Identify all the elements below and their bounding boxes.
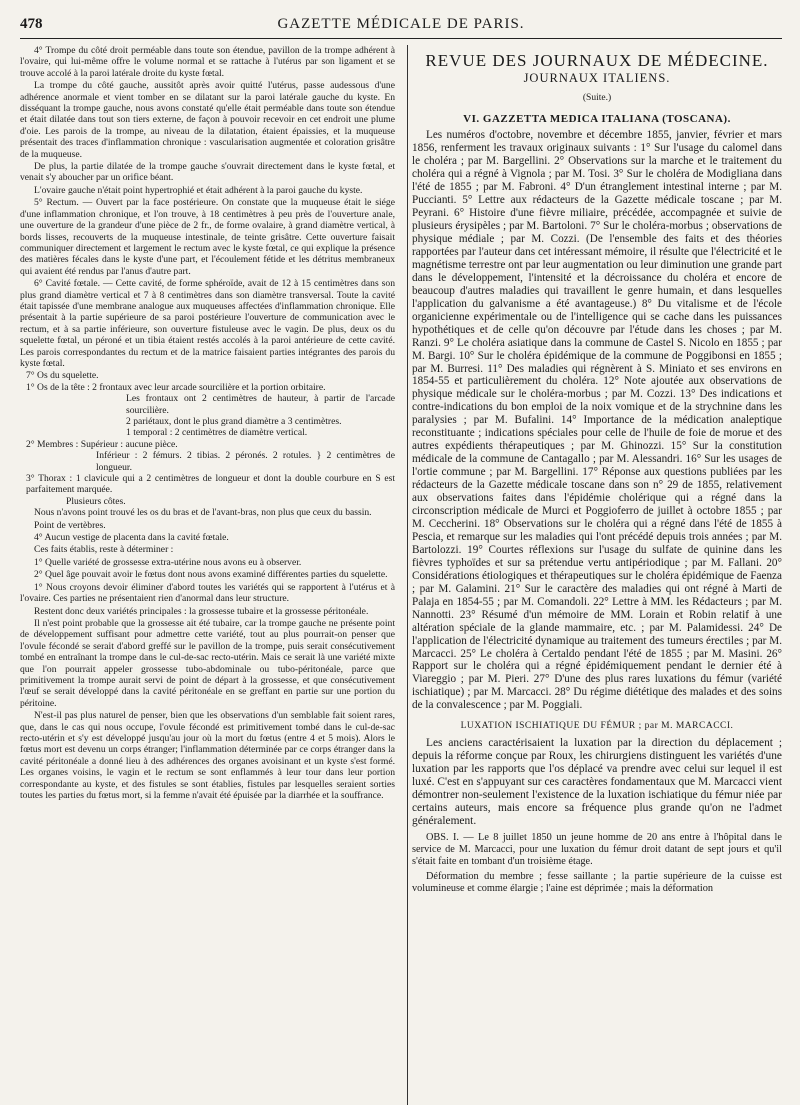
left-paragraph: 4° Trompe du côté droit perméable dans toute son étendue, pavillon de la trompe adhérent à l'ovaire, qui lui-même offre le volume normal et se rattache à l'utérus par son ligament et se trouve accolé à la paroi latérale droite du kyste fœtal. [20,45,395,79]
left-paragraph: 2° Quel âge pouvait avoir le fœtus dont nous avons examiné différentes parties du squelette. [34,569,388,581]
skeleton-line: Les frontaux ont 2 centimètres de hauteur, à partir de l'arcade sourcilière. [126,393,395,416]
article-heading: LUXATION ISCHIATIQUE DU FÉMUR ; par M. MARCACCI. [460,721,734,732]
column-divider [407,45,408,1105]
skeleton-line: Plusieurs côtes. [66,495,126,507]
left-paragraph: L'ovaire gauche n'était point hypertrophié et était adhérent à la paroi gauche du kyste. [34,184,363,196]
skeleton-line: 3° Thorax : 1 clavicule qui a 2 centimètres de longueur et dont la double courbure en S est parfaitement marquée. [26,473,395,496]
left-paragraph: De plus, la partie dilatée de la trompe gauche s'ouvrait directement dans le kyste fœtal, et venait s'y aboucher par un orifice béant. [20,161,395,184]
left-paragraph: Nous n'avons point trouvé les os du bras et de l'avant-bras, non plus que ceux du bassin. [34,507,372,519]
article-paragraph: Les anciens caractérisaient la luxation par la direction du déplacement ; depuis la réforme conçue par Roux, les chirurgiens distinguent les variétés d'une luxation par les rapports que l'os déplacé va prendre avec celui sur lequel il est luxé. C'est en s'appuyant sur ces caractères fondamentaux que M. Marcacci vient démontrer non-seulement l'existence de la luxation ischiatique du fémur niée par certains auteurs, mais encore sa fréquence plus grande qu'on ne l'admet généralement. [412,736,782,828]
revue-title: REVUE DES JOURNAUX DE MÉDECINE. [425,51,769,70]
left-paragraph: Il n'est point probable que la grossesse ait été tubaire, car la trompe gauche ne présente point de développement suffisant pour admettre cette variété, tout au plus pourrait-on penser que l'ovule fécondé se serait d'abord greffé sur le pavillon de la trompe, puis serait consécutivement tombé en entraînant la trompe dans le cul-de-sac recto-utérin. Mais ce serait là une variété mixte que l'on pourrait appeler grossesse tubo-abdominale ou tubo-péritonéale, parce que primitivement la trompe aurait servi de point de départ à la grossesse, et que consécutivement l'œuf se serait développé dans la cavité péritonéale en se greffant en partie sur une portion du péritoine. [20,617,395,709]
left-paragraph: Ces faits établis, reste à déterminer : [34,544,174,556]
skeleton-line: 1 temporal : 2 centimètres de diamètre vertical. [126,427,308,439]
journaux-subtitle: JOURNAUX ITALIENS. [523,70,671,85]
section-heading: VI. GAZZETTA MEDICA ITALIANA (TOSCANA). [463,112,731,125]
skeleton-line: 2 pariétaux, dont le plus grand diamètre a 3 centimètres. [126,416,342,427]
left-paragraph: 1° Nous croyons devoir éliminer d'abord toutes les variétés qui se rapportent à l'utérus et à l'ovaire. Ces parties ne présentaient rien d'anormal dans leur structure. [20,581,395,605]
left-paragraph: La trompe du côté gauche, aussitôt après avoir quitté l'utérus, passe audessous d'une adhérence anormale et vient tomber en se dilatant sur la paroi latérale gauche du kyste. En disséquant la trompe gauche, nous avons constaté qu'elle était perméable dans toute son étendue et était dilatée dans tout son tiers externe, de façon à pouvoir recevoir en cet endroit une plume d'oie. Les parois de la trompe, au niveau de la dilatation, étaient épaissies, et la muqueuse présentait des traces d'inflammation chronique : vascularisation augmentée et coloration grisâtre de la muqueuse. [20,80,395,160]
right-column [412,45,782,895]
running-head [20,16,782,39]
skeleton-line: Inférieur : 2 fémurs. 2 tibias. 2 péronés. 2 rotules. } 2 centimètres de longueur. [96,450,395,473]
skeleton-line: 2° Membres : Supérieur : aucune pièce. [26,438,178,450]
works-list-paragraph: Les numéros d'octobre, novembre et décembre 1855, janvier, février et mars 1856, renferment les travaux originaux suivants : 1° Sur l'usage du calomel dans le choléra ; par M. Bargellini. 2° Observations sur la marche et le traitement du choléra qui a régné à Vignola ; par M. Tosi. 3° Sur le choléra de Modigliana dans l'été de 1855 ; par M. Fabroni. 4° D'un étranglement intestinal interne ; par M. Puccianti. 5° Lettre aux rédacteurs de la Gazette médicale toscane ; par M. Peyrani. 6° Histoire d'une fièvre miliaire, précédée, accompagnée et suivie de plusieurs érysipèles ; par M. Bartoloni. 7° Sur le choléra-morbus ; observations de physique médiale ; par M. Cozzi. (De l'ensemble des faits et des théories rapportées par l'auteur dans cet intéressant mémoire, il résulte que l'électricité et le magnétisme terrestre ont par leur augmentation ou leur diminution une grande part dans le développement, l'intensité et la décroissance du choléra et encore de beaucoup d'autres maladies qui travaillent le genre humain, et dans lesquelles l'application du galvanisme a été avantageuse.) 8° Du vitalisme et de l'école organicienne expérimentale ou de l'intelligence qui se cache dans les puissances hypothétiques et de celle qu'on découvre par l'étude dans les choses ; par M. Ranzi. 9° Le choléra asiatique dans la commune de Castel S. Nicolo en 1855 ; par M. Bargi. 10° Sur le choléra épidémique de la commune de Poggibonsi en 1855 ; par M. Burresi. 11° Des maladies qui régnèrent à S. Miniato et ses environs en 1854-55 et particulièrement du choléra. 12° Note ajoutée aux observations de physique médicale sur le choléra-morbus ; par M. Cozzi. 13° Des indications et contre-indications du bon emploi de la noix vomique et de la strychnine dans les paralysies ; par M. Bufalini. 14° Importance de la médication analeptique reconstituante ; indications spéciales pour celle de l'huile de foie de morue et des autres expédients thérapeutiques ; par M. Ghinozzi. 15° Sur la constitution médicale de la commune de Cantagallo ; par M. Alessandri. 16° Sur les usages de l'ortie commune ; par M. Bargellini. 17° Réponse aux questions publiées par les rédacteurs de la Gazette médicale toscane dans son n° 29 de 1855, relativement aux observations faites dans l'épidémie cholérique qui a régné dans la circonscription médicale de Murci et Poggioferro de juillet à octobre 1855 ; par M. Ceccherini. 18° Observations sur le choléra qui a régné dans l'été de 1855 à Pescia, et remarque sur les maladies qui l'ont précédé depuis trois années ; par M. Bartolozzi. 19° Courtes réflexions sur l'usage du sulfate de quinine dans les fièvres typhoïdes et sur sa prétendue vertu antipériodique ; par M. Fallani. 20° Considérations étiologiques et thérapeutiques sur le choléra épidémique de Faenza ; par M. Galamini. 21° Sur le caractère des maladies qui ont régné à Marti de Palaja en 1854-55 ; par M. Comandoli. 22° Lettre à MM. les Rédacteurs ; par M. Nannotti. 23° Résumé d'un mémoire de MM. Lorain et Robin relatif à une altération spéciale de la glande mammaire, etc. ; par M. Palamidessi. 24° De l'application de l'électricité dynamique au traitement des tumeurs érectiles ; par M. Marcacci. 25° Le choléra à Certaldo pendant l'été de 1855 ; par M. Masini. 26° Rapport sur le choléra qui a régné épidémiquement pendant le dernier été à Viareggio ; par M. Pieri. 27° D'une des plus rares luxations du fémur (variété ischiatique) ; par M. Marcacci. 28° Du régime diététique des malades et des soins de la convalescence ; par M. Poggiali. [412,129,783,712]
left-paragraph: 1° Quelle variété de grossesse extra-utérine nous avons eu à observer. [34,556,302,568]
deformation-paragraph: Déformation du membre ; fesse saillante ; la partie supérieure de la cuisse est volumineuse et comme élargie ; l'aine est déprimée ; mais la déformation [412,870,782,894]
skeleton-line: 7° Os du squelette. [26,370,99,382]
suite-label: (Suite.) [582,93,612,104]
left-paragraph: 4° Aucun vestige de placenta dans la cavité fœtale. [34,532,229,544]
two-column-body [20,45,782,895]
left-paragraph: N'est-il pas plus naturel de penser, bien que les observations d'un semblable fait soient rares, que, dans le cas qui nous occupe, l'ovule fécondé est primitivement tombé dans le cul-de-sac recto-utérin et s'y est développé jusqu'au jour où la mort du fœtus (entre 4 et 5 mois). Alors le fœtus mort est devenu un corps étranger; l'inflammation déterminée par ce corps étranger dans la cavité péritonéale a donné lieu à des adhérences des organes avoisinant et un kyste s'est formé. Les organes voisins, le vagin et le rectum se sont enflammés à leur tour dans leur portion correspondante au kyste, et des fistules se sont établies, fistules par lesquelles seraient sorties toutes les parties du fœtus mort, si la femme n'avait été épuisée par la diarrhée et la souffrance. [20,710,395,801]
skeleton-line: 1° Os de la tête : 2 frontaux avec leur arcade sourcilière et la portion orbitaire. [26,381,326,393]
left-column [20,45,395,895]
left-paragraph: 6° Cavité fœtale. — Cette cavité, de forme sphéroïde, avait de 12 à 15 centimètres dans son plus grand diamètre vertical et 7 à 8 centimètres dans son diamètre transversal. Toute la cavité était tapissée d'une membrane analogue aux muqueuses affectées d'inflammation chronique. Elle présentait à la partie supérieure de sa paroi postérieure l'ouverture de communication avec le rectum, et à sa partie inférieure, son ouverture fistuleuse avec le vagin. De plus, deux os du squelette fœtal, un péroné et un tibia étaient restés accolés à la paroi antérieure de cette cavité. Les parois correspondantes du rectum et de la matrice faisaient parties intégrantes des parois du kyste fœtal. [20,278,395,369]
left-paragraph: Restent donc deux variétés principales : la grossesse tubaire et la grossesse péritonéale. [34,605,369,617]
page-number: 478 [20,16,43,32]
observation-paragraph: OBS. I. — Le 8 juillet 1850 un jeune homme de 20 ans entre à l'hôpital dans le service de M. Marcacci, pour une luxation du fémur droit datant de sept jours et qu'il s'était faite en tombant d'un troisième étage. [412,831,782,867]
journal-title: GAZETTE MÉDICALE DE PARIS. [277,16,525,32]
left-paragraph: 5° Rectum. — Ouvert par la face postérieure. On constate que la muqueuse était le siége d'une inflammation chronique, et l'on trouve, à 18 centimètres à peu près de l'ouverture anale, une ouverture de la grandeur d'une pièce de 2 fr., de forme ovalaire, à grand diamètre vertical, à bords lisses, recouverts de la muqueuse intestinale, de teinte grisâtre. Cette ouverture faisait communiquer directement et largement le rectum avec le kyste fœtal, ce qui explique la présence des matières fécales dans le kyste d'une part, et l'écoulement fétide et les détritus membraneux qui avaient été rendus par l'anus d'autre part. [20,197,395,277]
left-paragraph: Point de vertèbres. [34,519,106,531]
skeleton-list [20,370,395,507]
